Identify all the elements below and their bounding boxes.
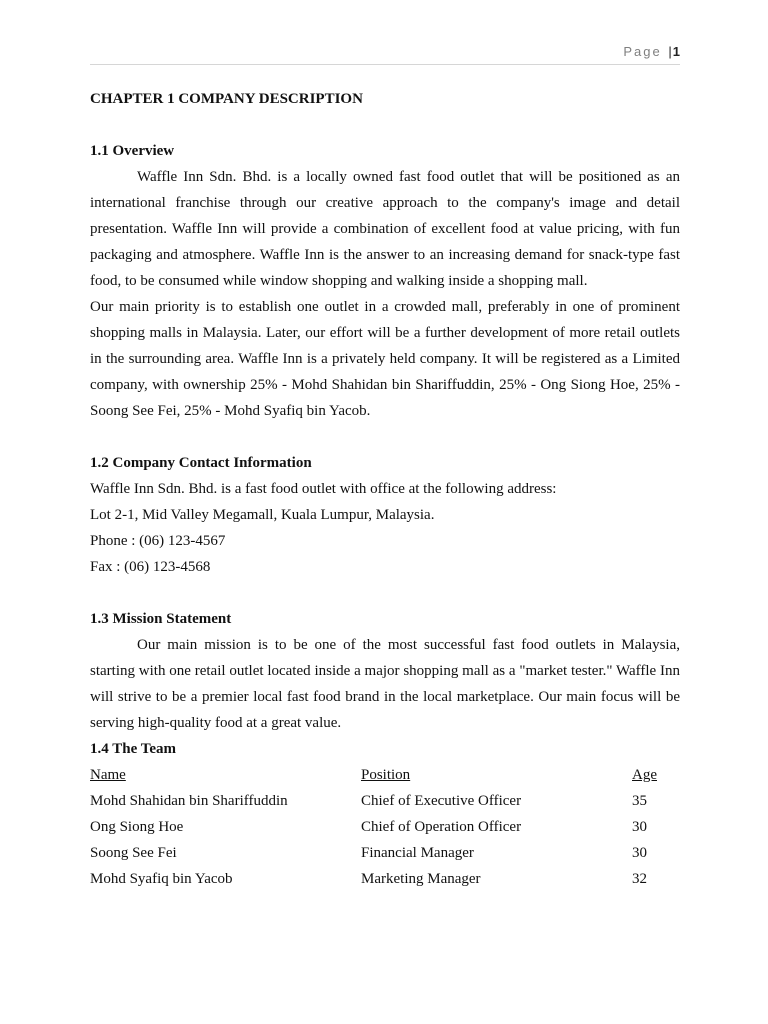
page-label: Page bbox=[623, 44, 662, 59]
member-position: Chief of Executive Officer bbox=[361, 793, 522, 809]
contact-address: Lot 2-1, Mid Valley Megamall, Kuala Lumpur, Malaysia. bbox=[90, 507, 435, 523]
overview-paragraph-2: Our main priority is to establish one outlet in a crowded mall, preferably in one of prominent shopping malls in Malaysia. Later, our effort will be a further development of more retail outlets in the surrounding area. Waffle Inn is a privately held company. It will be registered as a Limited company, with ownership 25% - Mohd Shahidan bin Shariffuddin, 25% - Ong Siong Hoe, 25% - Soong See Fei, 25% - Mohd Syafiq bin Yacob. bbox=[90, 299, 680, 419]
member-position: Financial Manager bbox=[361, 845, 474, 861]
page-number-value: 1 bbox=[672, 44, 680, 59]
member-name: Mohd Shahidan bin Shariffuddin bbox=[90, 793, 288, 809]
contact-section bbox=[90, 450, 680, 580]
page-separator: | bbox=[668, 44, 672, 59]
member-age: 32 bbox=[632, 871, 647, 887]
column-header-position: Position bbox=[361, 767, 411, 783]
table-row bbox=[90, 840, 680, 866]
team-table-header-row bbox=[90, 762, 680, 788]
member-age: 35 bbox=[632, 793, 647, 809]
page-number bbox=[623, 44, 680, 59]
member-age: 30 bbox=[632, 819, 647, 835]
member-name: Mohd Syafiq bin Yacob bbox=[90, 871, 233, 887]
contact-fax: Fax : (06) 123-4568 bbox=[90, 559, 211, 575]
column-header-name: Name bbox=[90, 767, 126, 783]
column-header-age: Age bbox=[632, 767, 657, 783]
table-row bbox=[90, 788, 680, 814]
member-name: Ong Siong Hoe bbox=[90, 819, 184, 835]
team-table bbox=[90, 762, 680, 892]
page-header bbox=[90, 44, 680, 65]
contact-heading: 1.2 Company Contact Information bbox=[90, 455, 312, 471]
document-body bbox=[90, 86, 680, 892]
overview-section bbox=[90, 138, 680, 424]
overview-paragraph-1: Waffle Inn Sdn. Bhd. is a locally owned fast food outlet that will be positioned as an international franchise through our creative approach to the company's image and detail presentation. Waffle Inn will provide a combination of excellent food at value pricing, with fun packaging and atmosphere. Waffle Inn is the answer to an increasing demand for snack-type fast food, to be consumed while window shopping and walking inside a shopping mall. bbox=[90, 169, 680, 289]
chapter-title: CHAPTER 1 COMPANY DESCRIPTION bbox=[90, 91, 363, 107]
overview-heading: 1.1 Overview bbox=[90, 143, 175, 159]
member-age: 30 bbox=[632, 845, 647, 861]
table-row bbox=[90, 866, 680, 892]
contact-intro: Waffle Inn Sdn. Bhd. is a fast food outlet with office at the following address: bbox=[90, 481, 557, 497]
table-row bbox=[90, 814, 680, 840]
member-name: Soong See Fei bbox=[90, 845, 177, 861]
member-position: Chief of Operation Officer bbox=[361, 819, 522, 835]
mission-paragraph: Our main mission is to be one of the most successful fast food outlets in Malaysia, starting with one retail outlet located inside a major shopping mall as a "market tester." Waffle Inn will strive to be a premier local fast food brand in the local marketplace. Our main focus will be serving high-quality food at a great value. bbox=[90, 637, 680, 731]
team-section bbox=[90, 736, 680, 892]
mission-heading: 1.3 Mission Statement bbox=[90, 611, 232, 627]
mission-section bbox=[90, 606, 680, 736]
team-heading: 1.4 The Team bbox=[90, 741, 176, 757]
contact-phone: Phone : (06) 123-4567 bbox=[90, 533, 226, 549]
member-position: Marketing Manager bbox=[361, 871, 481, 887]
